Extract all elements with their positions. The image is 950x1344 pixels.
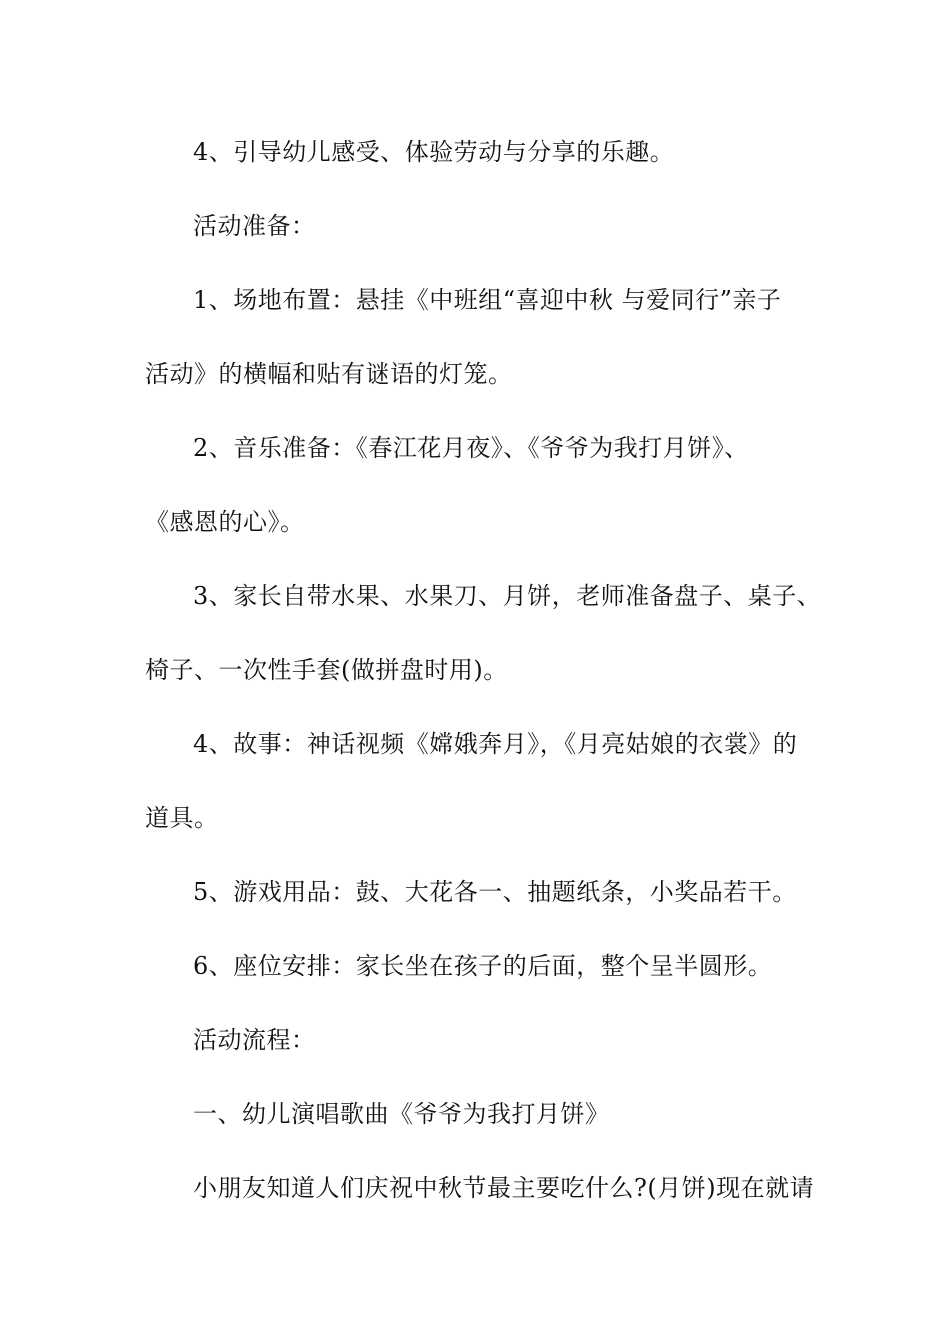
paragraph-prep-5: 5、游戏用品：鼓、大花各一、抽题纸条，小奖品若干。	[193, 878, 797, 906]
paragraph-prep-3: 3、家长自带水果、水果刀、月饼，老师准备盘子、桌子、	[193, 582, 822, 610]
subheading-step-1: 一、幼儿演唱歌曲《爷爷为我打月饼》	[193, 1100, 610, 1128]
paragraph-step-1: 小朋友知道人们庆祝中秋节最主要吃什么?(月饼)现在就请	[193, 1174, 815, 1202]
paragraph-prep-4: 4、故事：神话视频《嫦娥奔月》，《月亮姑娘的衣裳》的	[193, 730, 798, 758]
paragraph-goal-4: 4、引导幼儿感受、体验劳动与分享的乐趣。	[193, 138, 675, 166]
paragraph-prep-3-cont: 椅子、一次性手套(做拼盘时用)。	[145, 656, 508, 684]
paragraph-prep-1-cont: 活动》的横幅和贴有谜语的灯笼。	[145, 360, 513, 388]
paragraph-prep-2-cont: 《感恩的心》。	[145, 508, 305, 536]
paragraph-prep-4-cont: 道具。	[145, 804, 219, 832]
document-body	[145, 130, 822, 1240]
paragraph-prep-2: 2、音乐准备：《春江花月夜》、《爷爷为我打月饼》、	[193, 434, 749, 462]
paragraph-prep-1: 1、场地布置：悬挂《中班组“喜迎中秋 与爱同行”亲子	[193, 286, 782, 314]
paragraph-prep-6: 6、座位安排：家长坐在孩子的后面，整个呈半圆形。	[193, 952, 773, 980]
section-heading-preparation: 活动准备：	[193, 212, 316, 240]
section-heading-process: 活动流程：	[193, 1026, 316, 1054]
